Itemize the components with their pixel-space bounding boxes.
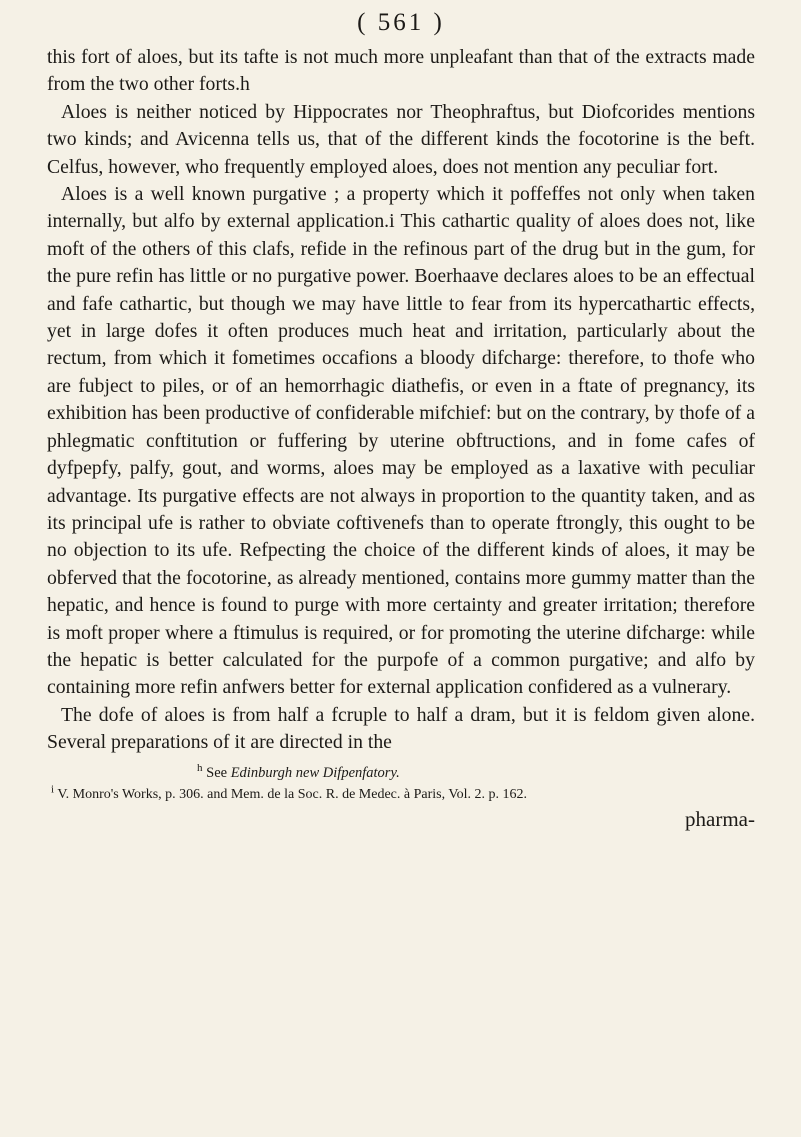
- footnotes: [47, 763, 755, 805]
- body-text: [47, 44, 755, 757]
- page-number: ( 561 ): [357, 9, 445, 36]
- footnote-h: [47, 763, 755, 784]
- paragraph-2: Aloes is neither noticed by Hippocrates nor Theophraftus, but Diofcorides mentions two kinds; and Avicenna tells us, that of the different kinds the focotorine is the beft. Celfus, however, who frequently employed aloes, does not mention any peculiar fort.: [47, 100, 755, 178]
- footnote-h-prefix: See: [206, 764, 228, 781]
- paragraph-3: Aloes is a well known purgative ; a property which it poffeffes not only when taken internally, but alfo by external application.i This cathartic quality of aloes does not, like moft of the others of this clafs, refide in the refinous part of the drug but in the gum, for the pure refin has little or no purgative power. Boerhaave declares aloes to be an effectual and fafe cathartic, but though we may have little to fear from its hypercathartic effects, yet in large dofes it often produces much heat and irritation, particularly about the rectum, from which it fometimes occafions a bloody difcharge: therefore, to thofe who are fubject to piles, or of an hemorrhagic diathefis, or even in a ftate of pregnancy, its exhibition has been productive of confiderable mifchief: but on the contrary, by thofe of a phlegmatic conftitution or fuffering by uterine obftructions, and in fome cafes of dyfpepfy, palfy, gout, and worms, aloes may be employed as a laxative with peculiar advantage. Its purgative effects are not always in proportion to the quantity taken, and as its principal ufe is rather to obviate coftivenefs than to operate ftrongly, this ought to be no objection to its ufe. Refpecting the choice of the different kinds of aloes, it may be obferved that the focotorine, as already mentioned, contains more gummy matter than the hepatic, and hence is found to purge with more certainty and greater irritation; therefore is moft proper where a ftimulus is required, or for promoting the uterine difcharge: while the hepatic is better calculated for the purpofe of a common purgative; and alfo by containing more refin anfwers better for external application confidered as a vulnerary.: [47, 183, 755, 699]
- paragraph-1: this fort of aloes, but its tafte is not much more unpleafant than that of the extracts made from the two other forts.h: [47, 46, 755, 96]
- paragraph-4: The dofe of aloes is from half a fcruple to half a dram, but it is feldom given alone. Several preparations of it are directed in the: [47, 703, 755, 754]
- footnote-i-text: V. Monro's Works, p. 306. and Mem. de la Soc. R. de Medec. à Paris, Vol. 2. p. 162.: [57, 786, 528, 802]
- footnote-mark-h: h: [197, 761, 203, 774]
- footnote-mark-i: i: [51, 782, 55, 795]
- footnote-h-title: Edinburgh new Difpenfatory.: [230, 764, 400, 781]
- footnote-i: [47, 784, 755, 805]
- catchword: pharma-: [685, 806, 755, 831]
